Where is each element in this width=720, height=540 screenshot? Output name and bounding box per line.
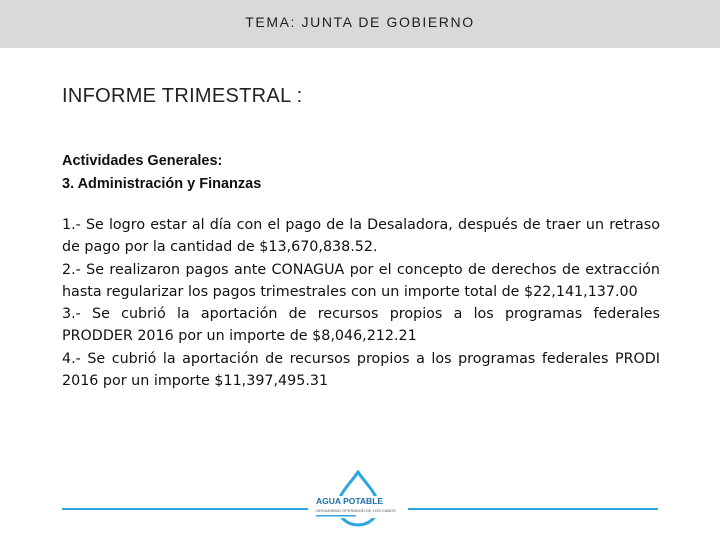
paragraph-4: 4.- Se cubrió la aportación de recursos propios a los programas federales PRODI 2016 por un importe $11,397,495.31 (62, 350, 660, 390)
organization-logo (306, 470, 410, 528)
header-bar (0, 0, 720, 48)
section-heading: Actividades Generales: (62, 153, 223, 169)
report-body (62, 214, 660, 392)
logo-subtext: ORGANISMO OPERADOR DE LOS CABOS (316, 508, 396, 513)
water-drop-logo-icon (306, 470, 410, 528)
header-title: TEMA: JUNTA DE GOBIERNO (245, 14, 475, 30)
section-headings (62, 150, 261, 196)
report-title: INFORME TRIMESTRAL : (62, 85, 303, 107)
subsection-heading: 3. Administración y Finanzas (62, 176, 262, 192)
footer-line-right (408, 508, 658, 510)
logo-text: AGUA POTABLE (316, 496, 384, 506)
paragraph-3: 3.- Se cubrió la aportación de recursos propios a los programas federales PRODDER 2016 por un importe de $8,046,212.21 (62, 306, 660, 345)
footer-line-left (62, 508, 308, 510)
paragraph-2: 2.- Se realizaron pagos ante CONAGUA por el concepto de derechos de extracción hasta regularizar los pagos trimestrales con un importe total de $22,141,137.00 (62, 261, 660, 300)
paragraph-1: 1.- Se logro estar al día con el pago de la Desaladora, después de traer un retraso de pago por la cantidad de $13,670,838.52. (62, 217, 660, 256)
